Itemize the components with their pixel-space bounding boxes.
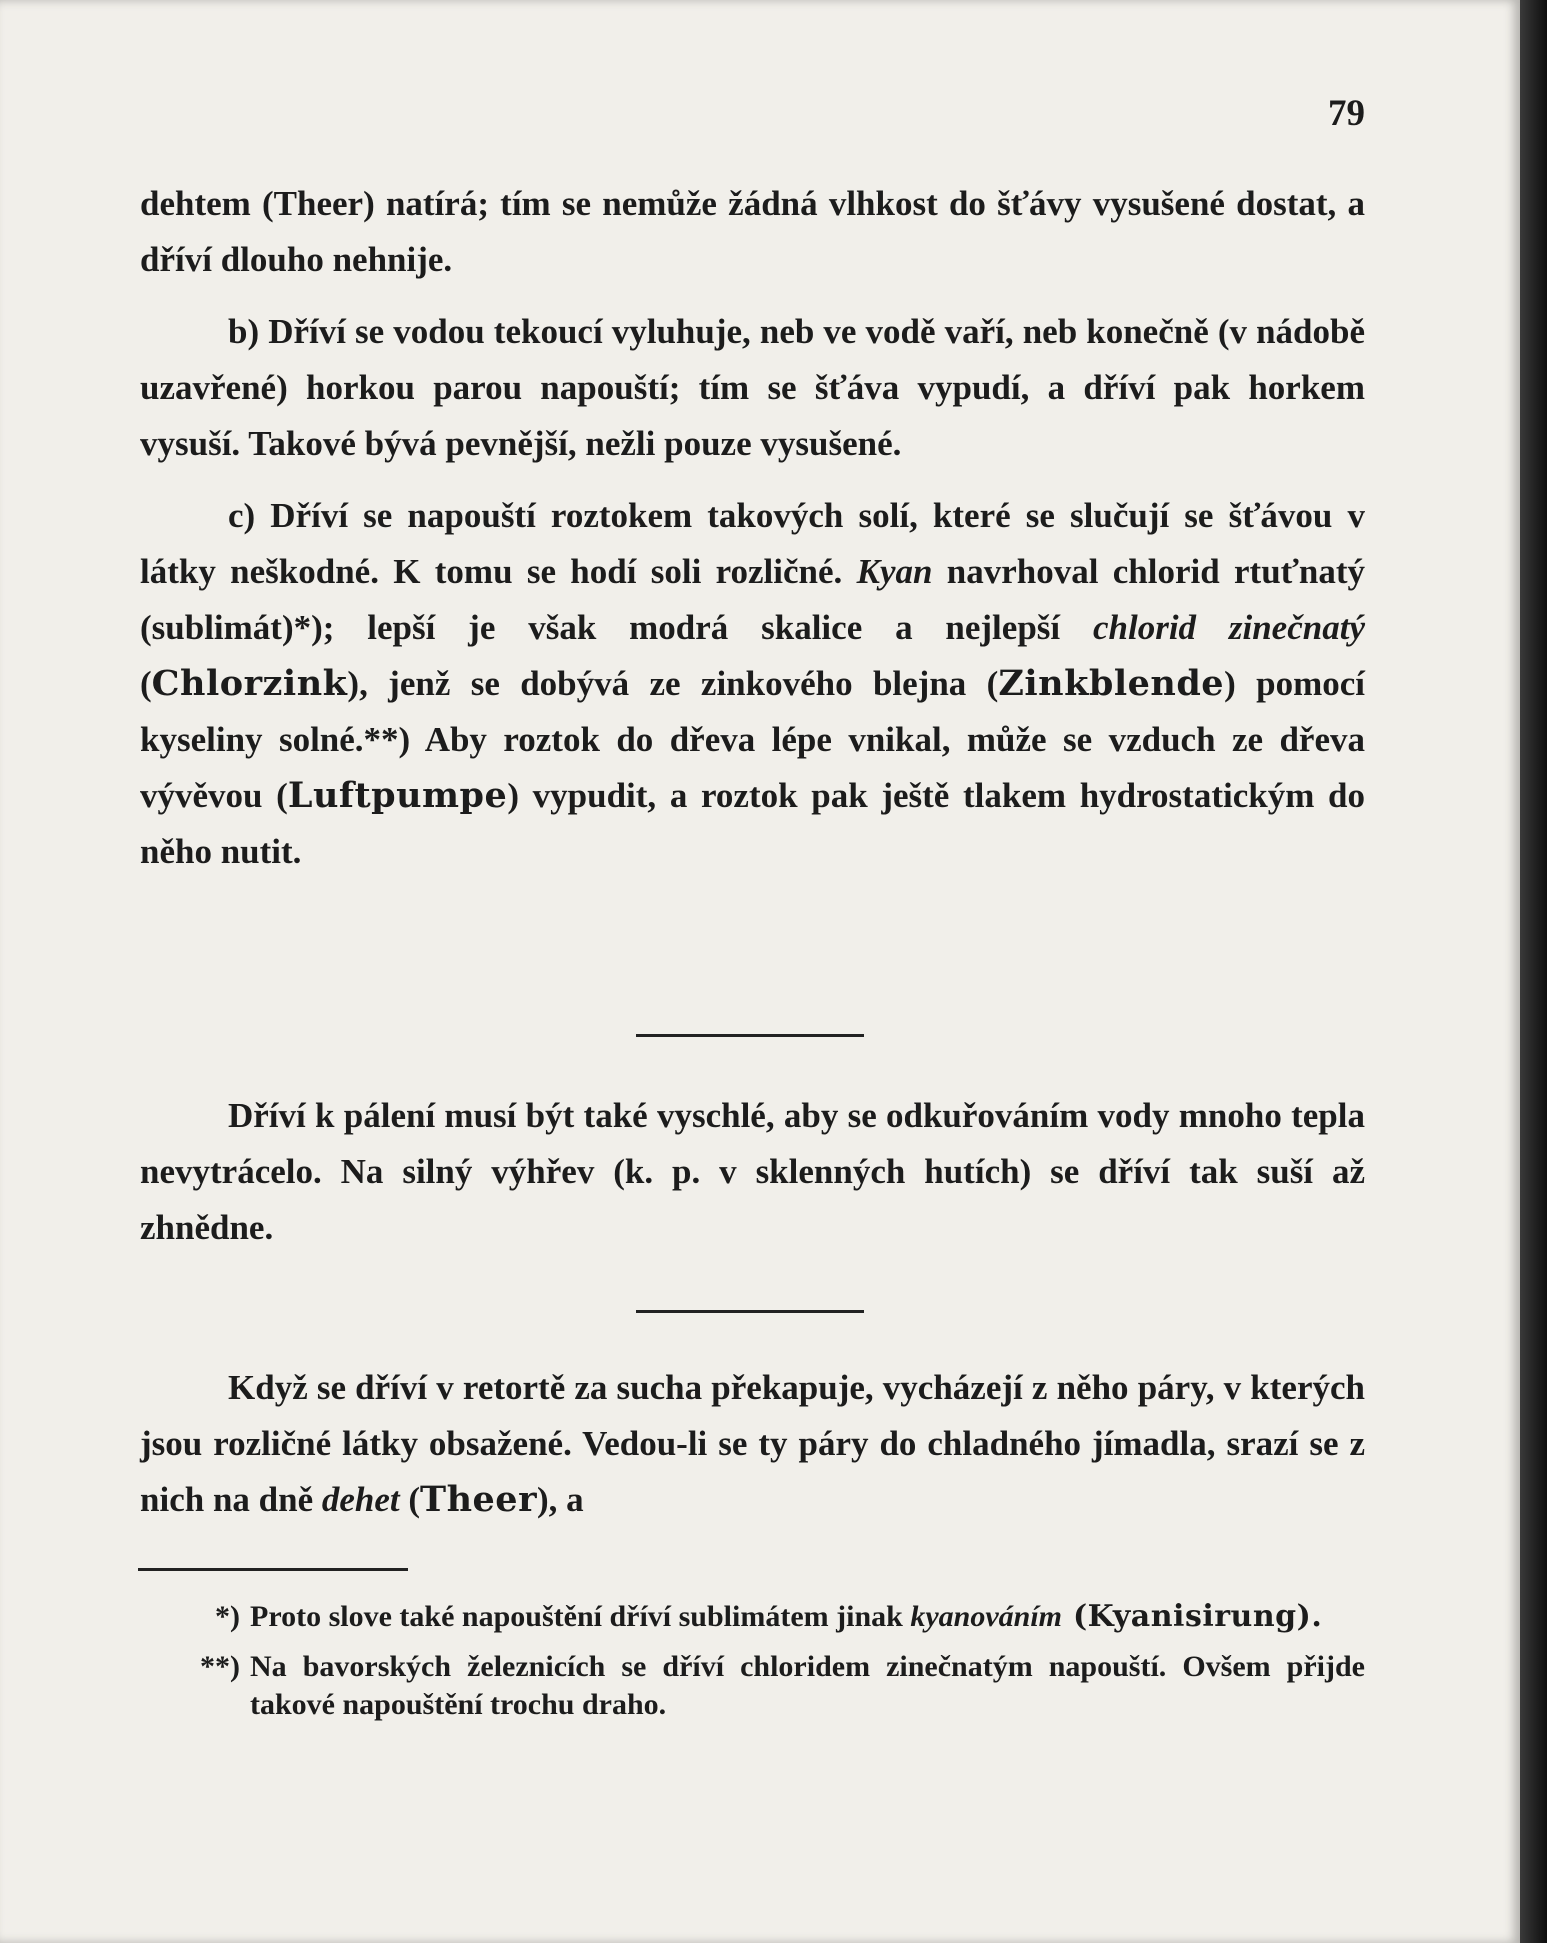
footnote-mark: *): [215, 1600, 240, 1633]
footnotes: [140, 1598, 1365, 1736]
section-wood-preservation: [140, 176, 1365, 880]
footnote-rule: [138, 1568, 408, 1571]
section-distillation: [140, 1360, 1365, 1528]
paragraph-distillation: [140, 1360, 1365, 1528]
luftpumpe-term: Luftpumpe: [287, 775, 508, 816]
chlorzink-term: Chlorzink: [151, 663, 348, 704]
footnote-text: Na bavorských železnicích se dříví chloridem zinečnatým napouští. Ovšem přijde takové napouštění trochu draho.: [250, 1650, 1365, 1721]
section-firewood: [140, 1088, 1365, 1256]
p1-line2: vysušené dostat, a dříví dlouho nehnije.: [140, 184, 1365, 279]
section-divider: [636, 1310, 864, 1313]
p3-part-f: ) vypudit, a roztok pak ještě tlakem hydrostatickým do něho nutit.: [140, 776, 1365, 871]
section-divider: [636, 1034, 864, 1037]
footnote-text-a: Proto slove také napouštění dříví sublimátem jinak: [250, 1600, 911, 1633]
p-dist-part-c: ), a: [537, 1480, 584, 1519]
p3-part-c: (: [140, 664, 152, 703]
p-dist-part-a: Když se dříví v retortě za sucha překapuje, vycházejí z něho páry, v kterých jsou rozličné látky obsažené. Vedou-li se ty páry do chladného jímadla, srazí se z nich na dně: [140, 1368, 1365, 1519]
footnote: [140, 1648, 1365, 1724]
footnote-mark: **): [200, 1650, 240, 1683]
footnote: [140, 1598, 1365, 1636]
zinkblende-term: Zinkblende: [998, 663, 1225, 704]
p3-part-b: navrhoval chlorid rtuťnatý (sublimát)*); lepší je však modrá skalice a nejlepší: [140, 552, 1366, 647]
paragraph-c: [140, 488, 1365, 880]
page-edge-shadow: [1520, 0, 1547, 1943]
p3-part-d: ), jenž se dobývá ze zinkového blejna (: [347, 664, 999, 703]
p3-part-e: ) pomocí kyseliny solné.**) Aby roztok do dřeva lépe vnikal, může se vzduch ze dřeva vývěvou (: [140, 664, 1365, 815]
paragraph-b: b) Dříví se vodou tekoucí vyluhuje, neb ve vodě vaří, neb konečně (v nádobě uzavřené) horkou parou napouští; tím se šťáva vypudí, a dříví pak horkem vysuší. Takové bývá pevnější, nežli pouze vysušené.: [140, 312, 1365, 463]
p3-part-a: c) Dříví se napouští roztokem takových solí, které se slučují se šťávou v látky neškodné. K tomu se hodí soli rozličné.: [140, 496, 1365, 591]
chlorid-term: chlorid zinečnatý: [1092, 608, 1365, 647]
p1-line1: dehtem (Theer) natírá; tím se nemůže žádná vlhkost do šťávy: [140, 184, 1082, 223]
dehet-term: dehet: [321, 1480, 400, 1519]
theer-term: Theer: [420, 1479, 538, 1520]
p-dist-part-b: (: [399, 1480, 421, 1519]
paragraph-firewood: Dříví k pálení musí být také vyschlé, aby se odkuřováním vody mnoho tepla nevytrácelo. Na silný výhřev (k. p. v sklenných hutích) se dříví tak suší až zhnědne.: [140, 1096, 1365, 1247]
kyan-name: Kyan: [856, 552, 933, 591]
paragraph-continuation: [140, 176, 1365, 288]
footnote-text: [250, 1598, 1365, 1636]
footnote-term: kyanováním: [910, 1600, 1062, 1633]
page-number: 79: [1328, 93, 1365, 134]
footnote-text-b: (Kyanisirung).: [1062, 1599, 1323, 1634]
